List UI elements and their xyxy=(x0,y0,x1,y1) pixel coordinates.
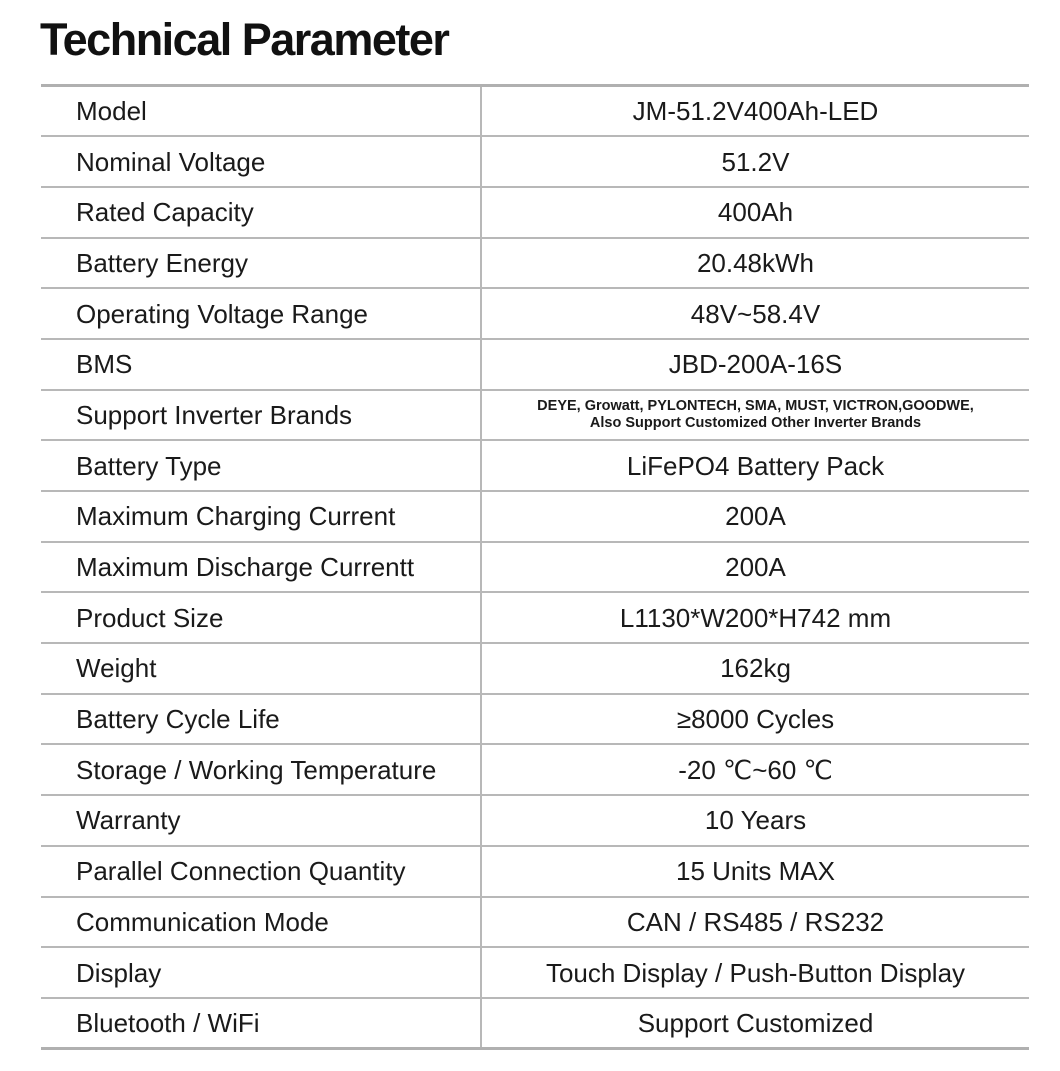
inverter-brands-note: Also Support Customized Other Inverter Brands xyxy=(589,414,922,431)
bms-value: JBD-200A-16S xyxy=(481,339,1029,390)
page-title: Technical Parameter xyxy=(40,14,449,65)
table-row xyxy=(41,795,1029,846)
display-label: Display xyxy=(41,947,481,998)
table-row xyxy=(41,288,1029,339)
table-row xyxy=(41,897,1029,948)
max-charging-current-label: Maximum Charging Current xyxy=(41,491,481,542)
support-inverter-brands-label: Support Inverter Brands xyxy=(41,390,481,441)
battery-energy-label: Battery Energy xyxy=(41,238,481,289)
table-row xyxy=(41,643,1029,694)
bluetooth-wifi-label: Bluetooth / WiFi xyxy=(41,998,481,1049)
table-row xyxy=(41,187,1029,238)
table-row xyxy=(41,86,1029,137)
bms-label: BMS xyxy=(41,339,481,390)
rated-capacity-value: 400Ah xyxy=(481,187,1029,238)
product-size-label: Product Size xyxy=(41,592,481,643)
warranty-label: Warranty xyxy=(41,795,481,846)
model-label: Model xyxy=(41,86,481,137)
product-size-value: L1130*W200*H742 mm xyxy=(481,592,1029,643)
bluetooth-wifi-value: Support Customized xyxy=(481,998,1029,1049)
rated-capacity-label: Rated Capacity xyxy=(41,187,481,238)
table-row xyxy=(41,846,1029,897)
battery-type-value: LiFePO4 Battery Pack xyxy=(481,440,1029,491)
table-row xyxy=(41,998,1029,1049)
communication-mode-value: CAN / RS485 / RS232 xyxy=(481,897,1029,948)
max-discharge-current-label: Maximum Discharge Currentt xyxy=(41,542,481,593)
operating-voltage-range-value: 48V~58.4V xyxy=(481,288,1029,339)
weight-label: Weight xyxy=(41,643,481,694)
operating-voltage-range-label: Operating Voltage Range xyxy=(41,288,481,339)
table-row xyxy=(41,390,1029,441)
warranty-value: 10 Years xyxy=(481,795,1029,846)
max-charging-current-value: 200A xyxy=(481,491,1029,542)
table-row xyxy=(41,744,1029,795)
support-inverter-brands-value xyxy=(481,390,1029,441)
table-row xyxy=(41,238,1029,289)
table-row xyxy=(41,592,1029,643)
table-row xyxy=(41,440,1029,491)
table-row xyxy=(41,491,1029,542)
battery-cycle-life-value: ≥8000 Cycles xyxy=(481,694,1029,745)
table-row xyxy=(41,136,1029,187)
model-value: JM-51.2V400Ah-LED xyxy=(481,86,1029,137)
max-discharge-current-value: 200A xyxy=(481,542,1029,593)
table-row xyxy=(41,694,1029,745)
nominal-voltage-label: Nominal Voltage xyxy=(41,136,481,187)
communication-mode-label: Communication Mode xyxy=(41,897,481,948)
inverter-brands-line: DEYE, Growatt, PYLONTECH, SMA, MUST, VICTRON,GOODWE, xyxy=(537,397,974,414)
technical-parameter-table xyxy=(41,84,1029,1050)
parallel-connection-label: Parallel Connection Quantity xyxy=(41,846,481,897)
nominal-voltage-value: 51.2V xyxy=(481,136,1029,187)
weight-value: 162kg xyxy=(481,643,1029,694)
table-row xyxy=(41,542,1029,593)
table-row xyxy=(41,339,1029,390)
temperature-value: -20 ℃~60 ℃ xyxy=(481,744,1029,795)
battery-type-label: Battery Type xyxy=(41,440,481,491)
temperature-label: Storage / Working Temperature xyxy=(41,744,481,795)
battery-energy-value: 20.48kWh xyxy=(481,238,1029,289)
table-row xyxy=(41,947,1029,998)
parallel-connection-value: 15 Units MAX xyxy=(481,846,1029,897)
display-value: Touch Display / Push-Button Display xyxy=(481,947,1029,998)
battery-cycle-life-label: Battery Cycle Life xyxy=(41,694,481,745)
